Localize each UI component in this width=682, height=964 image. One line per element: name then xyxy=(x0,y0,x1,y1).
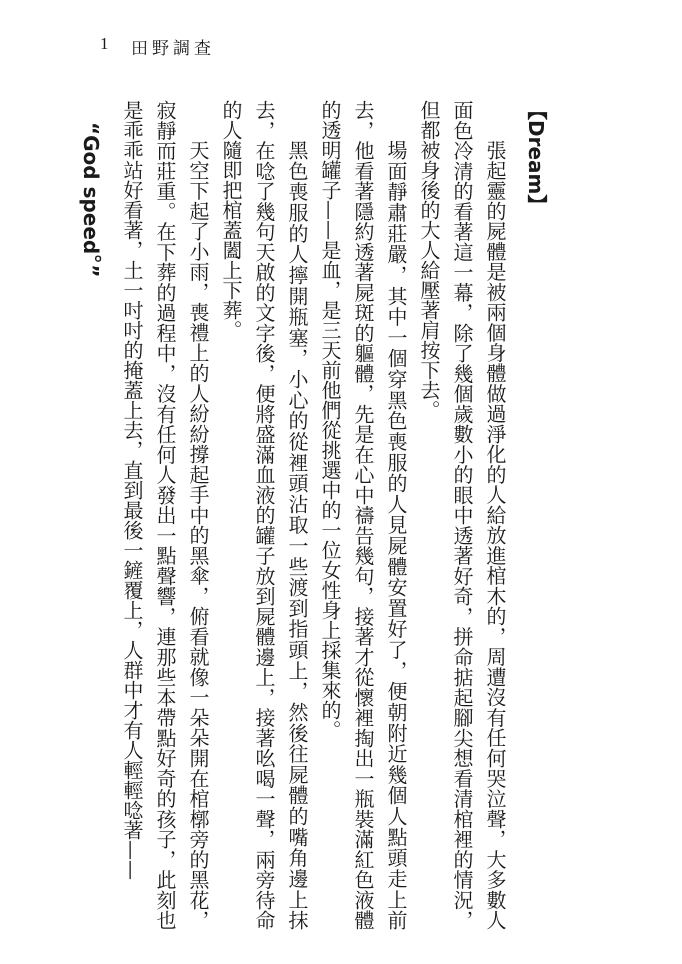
paragraph-2: 場面靜肅莊嚴，其中一個穿黑色喪服的人見屍體安置好了，便朝附近幾個人點頭走上前去，他看著隱約透著屍斑的軀體，先是在心中禱告幾句，接著才從懷裡掏出一瓶裝滿紅色液體的透明罐子——是血，是三天前他們從挑選中的一位女性身上採集來的。 xyxy=(318,100,408,930)
paragraph-1: 張起靈的屍體是被兩個身體做過淨化的人給放進棺木的，周遭沒有任何哭泣聲，大多數人面色冷清的看著這一幕，除了幾個歲數小的眼中透著好奇，拼命掂起腳尖想看清棺裡的情況，但都被身後的大人給壓著肩按下去。 xyxy=(417,100,507,930)
paragraph-3: 黑色喪服的人擰開瓶塞，小心的從裡頭沾取一些渡到指頭上，然後往屍體的嘴角邊上抹去，在唸了幾句天啟的文字後，便將盛滿血液的罐子放到屍體邊上，接著吆喝一聲，兩旁待命的人隨即把棺蓋闔上下葬。 xyxy=(219,100,309,930)
page-number: 1 xyxy=(100,34,109,53)
closing-quote: “God speed。” xyxy=(79,122,103,278)
running-header-title: 田野調查 xyxy=(131,39,215,59)
chapter-title: 【Dream】 xyxy=(524,100,548,215)
paragraph-4: 天空下起了小雨，喪禮上的人紛紛撐起手中的黑傘，俯看就像一朵朵開在棺槨旁的黑花，寂靜而莊重。在下葬的過程中，沒有任何人發出一點聲響，連那些本帶點好奇的孩子，此刻也是乖乖站好看著，土一吋吋的掩蓋上去，直到最後一鏟覆上，人群中才有人輕輕唸著—— xyxy=(120,100,210,930)
vertical-text-body xyxy=(79,100,552,930)
